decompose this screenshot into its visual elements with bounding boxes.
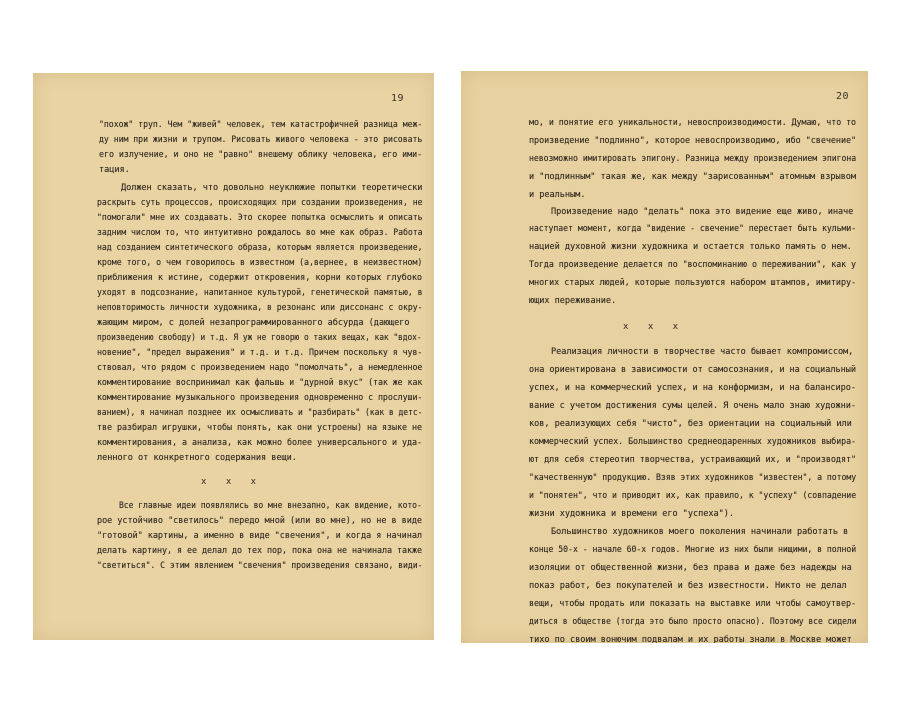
text-line: "похож" труп. Чем "живей" человек, тем катастрофичней разница меж-	[99, 120, 423, 130]
text-line: нацией духовной жизни художника и остается только память о нем.	[529, 242, 852, 252]
text-line: Реализация личности в творчестве часто бывает компромиссом,	[551, 347, 854, 357]
text-line: и реальным.	[529, 190, 586, 200]
text-line: тихо по своим вонючим подвалам и их работы знали в Москве может	[529, 635, 852, 643]
text-line: комментирования, а анализа, как можно более универсального и уда-	[97, 438, 423, 448]
text-line: его излучение, и оно не "равно" внешему облику человека, его ими-	[99, 150, 423, 160]
text-line: Все главные идеи появлялись во мне внезапно, как видение, кото-	[119, 501, 422, 511]
text-line: ленного от конкретного содержания вещи.	[97, 453, 297, 463]
text-line: комментирование музыкального произведения одновременно с прослуши-	[97, 393, 423, 403]
text-line: коммерческий успех. Большинство среднеодаренных художников выбира-	[529, 437, 857, 447]
text-line: вание с учетом достижения сумы целей. Я очень мало знаю художни-	[529, 401, 856, 411]
page-number: 20	[836, 91, 850, 102]
text-line: рое устойчиво "светилось" передо мной (или во мне), но не в виде	[97, 516, 422, 526]
text-line: жающим миром, с долей незапрограммированного абсурда (дающего	[97, 318, 410, 328]
text-line: "готовой" картины, а именно в виде "свечения", и когда я начинал	[97, 531, 422, 541]
text-line: Должен сказать, что довольно неуклюжие попытки теоретически	[121, 183, 423, 193]
text-line: задним числом то, что интуитивно рождалось во мне как образ. Работа	[97, 228, 423, 238]
text-line: над созданием синтетического образа, которым является произведение,	[97, 243, 423, 253]
text-line: Тогда произведение делается по "воспоминанию о переживании", как у	[529, 260, 857, 270]
page-number: 19	[391, 93, 405, 104]
text-line: изоляции от общественной жизни, без права и даже без надежды на	[529, 563, 852, 573]
text-line: Большинство художников моего поколения начинали работать в	[551, 527, 849, 537]
manuscript-page-20	[461, 71, 868, 643]
manuscript-page-19	[33, 73, 434, 640]
text-line: новение", "предел выражения" и т.д. и т.д. Причем поскольку я чув-	[97, 348, 423, 358]
text-line: кроме того, о чем говорилось в известном (а,вернее, в неизвестном)	[97, 258, 423, 268]
section-separator: x x x	[201, 477, 264, 487]
text-line: многих старых людей, которые пользуются набором штампов, имитиру-	[529, 278, 857, 288]
text-line: "светиться". С этим явлением "свечения" произведения связано, види-	[97, 561, 423, 571]
text-line: произведение "подлинно", которое невоспроизводимо, ибо "свечение"	[529, 136, 857, 146]
text-line: вещи, чтобы продать или показать на выставке или чтобы самоутвер-	[529, 599, 857, 609]
text-line: тация.	[99, 165, 130, 175]
text-line: конце 50-х - начале 60-х годов. Многие из них были нищими, в полной	[529, 545, 857, 555]
text-line: произведению свободу) и т.д. Я уж не говорю о таких вещах, как "вдох-	[97, 333, 422, 343]
text-line: тве разбирал игрушки, чтобы понять, как они устроены) на языке не	[97, 423, 423, 433]
text-line: Произведение надо "делать" пока это видение еще живо, иначе	[551, 207, 854, 217]
text-line: уходят в подсознание, напитанное культурой, генетической памятью, в	[97, 288, 423, 298]
text-line: и "понятен", что и приводит их, как правило, к "успеху" (совпадение	[529, 491, 857, 501]
text-line: успех, и на коммерческий успех, и на конформизм, и на балансиро-	[529, 383, 856, 393]
text-line: ют для себя стереотип творчества, устраивающий их, и "производят"	[529, 455, 857, 465]
text-line: неповторимость личности художника, в резонанс или диссонанс с окру-	[97, 303, 423, 313]
text-line: делать картину, я ее делал до тех пор, пока она не начинала также	[97, 546, 423, 556]
text-line: показ работ, без покупателей и без известности. Никто не делал	[529, 581, 847, 591]
text-line: наступает момент, когда "видение - свечение" перестает быть кульми-	[529, 224, 857, 234]
text-line: мо, и понятие его уникальности, невоспроизводимости. Думаю, что то	[529, 118, 857, 128]
text-line: ющих переживание.	[529, 296, 617, 306]
text-line: "помогали" мне их создавать. Это скорее попытка осмыслить и описать	[97, 213, 423, 223]
section-separator: x x x	[623, 322, 686, 332]
text-line: "качественную" продукцию. Взяв этих художников "известен", а потому	[529, 473, 857, 483]
text-line: диться в обществе (тогда это было просто опасно). Поэтому все сидели	[529, 617, 857, 627]
text-line: невозможно имитировать эпигону. Разница между произведением эпигона	[529, 154, 857, 164]
text-line: ду ним при жизни и трупом. Рисовать живого человека - это рисовать	[99, 135, 423, 145]
text-line: и "подлинным" такая же, как между "зарисованным" атомным взрывом	[529, 172, 856, 182]
text-line: ков, реализующих себя "чисто", без ориентации на социальный или	[529, 419, 852, 429]
text-line: ванием), я начинал позднее их осмысливать и "разбирать" (как в детс-	[97, 408, 423, 418]
text-line: жизни художника и времени его "успеха").	[529, 509, 734, 519]
text-line: комментирование воспринимал как фальшь и "дурной вкус" (так же как	[97, 378, 423, 388]
text-line: раскрыть суть процессов, происходящих при создании произведения, не	[97, 198, 423, 208]
text-line: ствовал, что рядом с произведением надо "помолчать", а немедленное	[97, 363, 423, 373]
text-line: приближения к истине, содержит откровения, корни которых глубоко	[97, 273, 422, 283]
text-line: она ориентирована в зависимости от самосознания, и на социальный	[529, 365, 856, 375]
